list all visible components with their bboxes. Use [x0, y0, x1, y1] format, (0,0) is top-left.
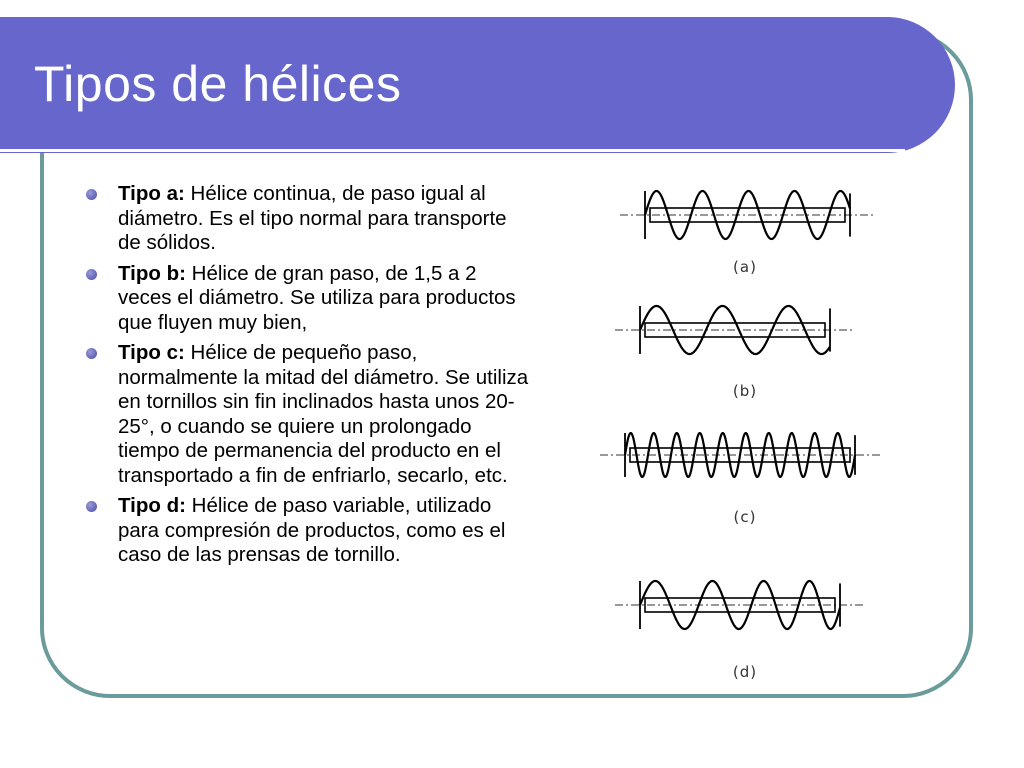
helix-b-drawing — [600, 295, 890, 365]
figure-caption-b: (b) — [732, 382, 758, 400]
bullet-text: Hélice continua, de paso igual al diámetro. Es el tipo normal para transporte de sólidos. — [118, 182, 507, 254]
bullet-text: Hélice de paso variable, utilizado para compresión de productos, como es el caso de las prensas de tornillo. — [118, 494, 506, 566]
title-bar — [0, 17, 955, 153]
bullet-label: Tipo a: — [118, 182, 185, 205]
bullet-dot-icon — [86, 348, 97, 359]
helix-d-drawing — [600, 570, 890, 640]
bullet-item-tipo-d — [80, 494, 530, 568]
bullet-text: Hélice de gran paso, de 1,5 a 2 veces el diámetro. Se utiliza para productos que fluyen muy bien, — [118, 261, 516, 334]
bullet-dot-icon — [86, 501, 97, 512]
bullet-list — [80, 182, 530, 574]
helix-figures — [600, 170, 890, 690]
bullet-label: Tipo b: — [118, 261, 186, 285]
slide-title: Tipos de hélices — [34, 56, 402, 112]
bullet-item-tipo-a — [80, 182, 530, 256]
bullet-item-tipo-c — [80, 341, 530, 488]
bullet-item-tipo-b — [80, 262, 530, 336]
helix-flight — [625, 433, 855, 477]
bullet-dot-icon — [86, 269, 97, 280]
figure-caption-a: (a) — [733, 258, 757, 276]
title-underline — [0, 149, 905, 152]
bullet-dot-icon — [86, 189, 97, 200]
helix-c-drawing — [600, 420, 890, 490]
figure-caption-c: (c) — [733, 508, 757, 526]
bullet-label: Tipo c: — [118, 341, 185, 364]
helix-a-drawing — [600, 180, 890, 250]
figure-caption-d: (d) — [732, 663, 758, 681]
bullet-label: Tipo d: — [118, 494, 186, 517]
bullet-text: Hélice de pequeño paso, normalmente la mitad del diámetro. Se utiliza en tornillos sin fin inclinados hasta unos 20-25°, o cuando se quiere un prolongado tiempo de permanencia del producto en el transportado a fin de enfriarlo, secarlo, etc. — [118, 341, 529, 487]
